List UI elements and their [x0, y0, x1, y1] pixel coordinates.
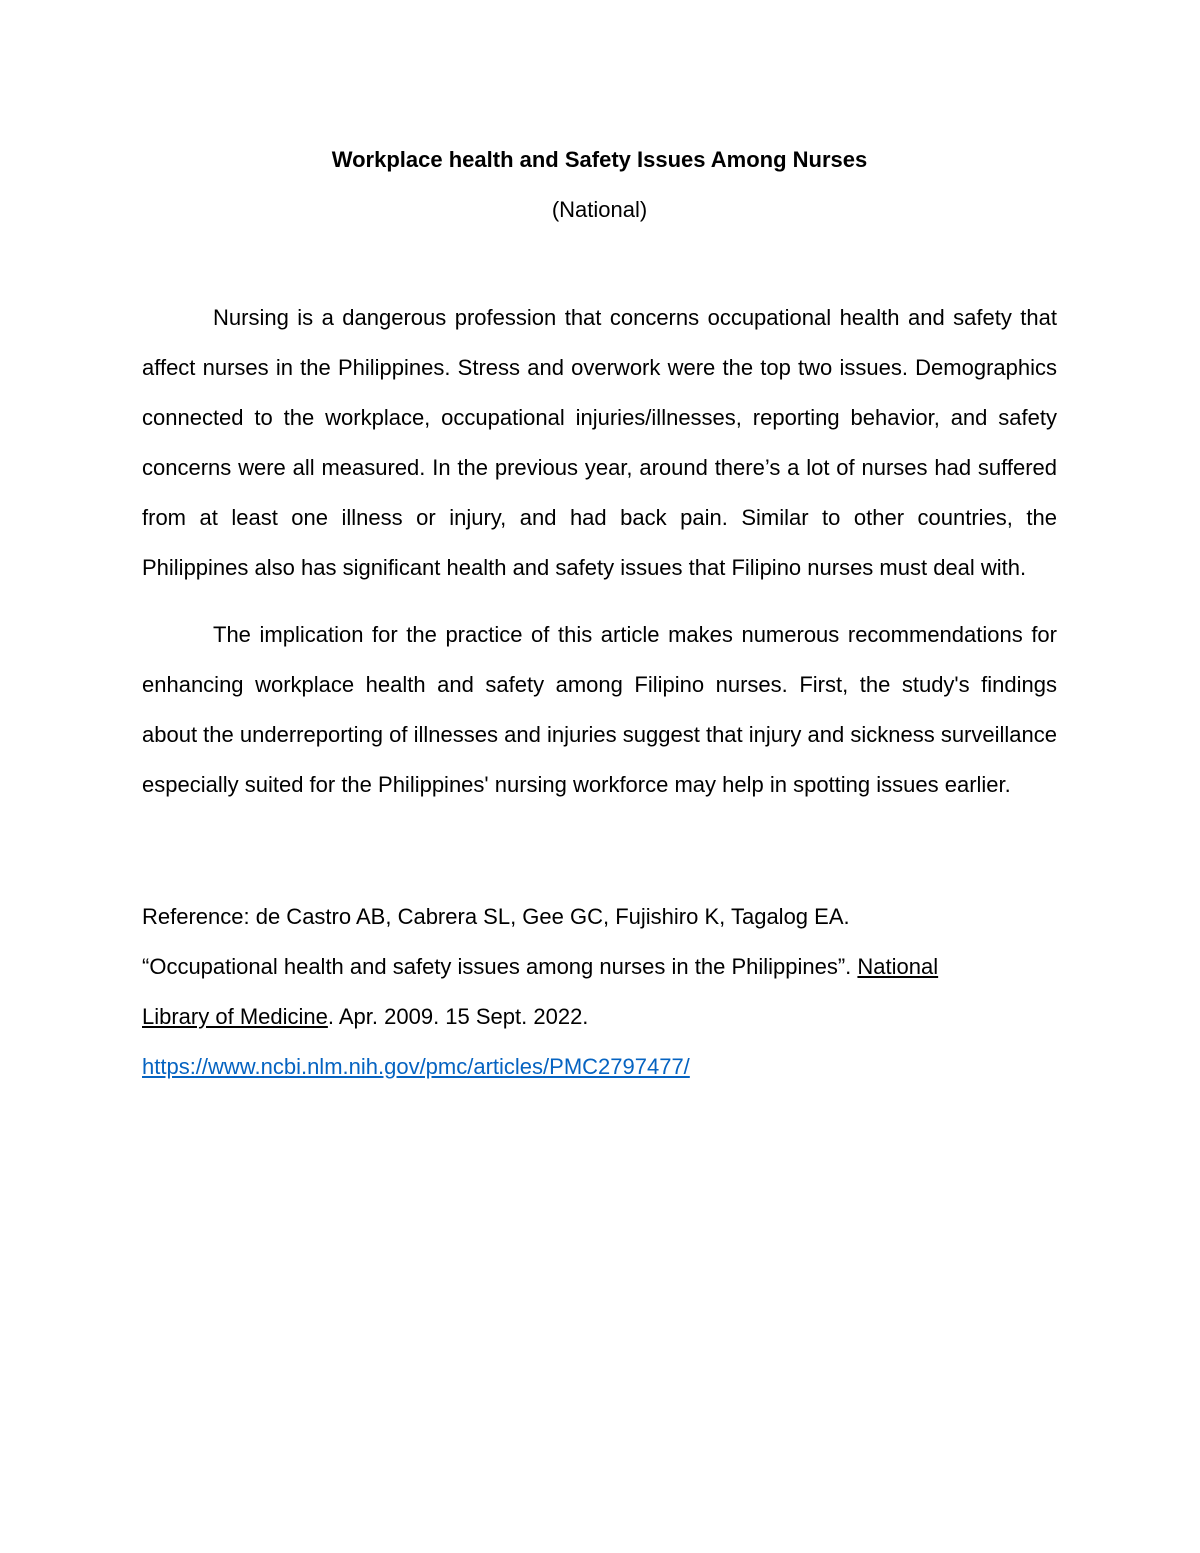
- reference-article-title: “Occupational health and safety issues among nurses in the Philippines”.: [142, 954, 858, 979]
- reference-citation-line: [142, 942, 1057, 992]
- document-title: Workplace health and Safety Issues Among Nurses: [331, 147, 868, 172]
- reference-url-line: [142, 1042, 1057, 1092]
- reference-authors: Reference: de Castro AB, Cabrera SL, Gee GC, Fujishiro K, Tagalog EA.: [142, 904, 850, 929]
- paragraph-2: The implication for the practice of this article makes numerous recommendations for enhancing workplace health and safety among Filipino nurses. First, the study's findings about the underreporting of illnesses and injuries suggest that injury and sickness surveillance especially suited for the Philippines' nursing workforce may help in spotting issues earlier.: [142, 622, 1057, 797]
- reference-journal-part1: National: [857, 954, 939, 979]
- document-body: [142, 143, 1057, 1092]
- document-subtitle: (National): [551, 197, 648, 222]
- paragraph-1: Nursing is a dangerous profession that concerns occupational health and safety that affect nurses in the Philippines. Stress and overwork were the top two issues. Demographics connected to the workplace, occupational injuries/illnesses, reporting behavior, and safety concerns were all measured. In the previous year, around there’s a lot of nurses had suffered from at least one illness or injury, and had back pain. Similar to other countries, the Philippines also has significant health and safety issues that Filipino nurses must deal with.: [142, 305, 1057, 580]
- reference-block: [142, 892, 1057, 1092]
- reference-journal-line: [142, 992, 1057, 1042]
- reference-dates: . Apr. 2009. 15 Sept. 2022.: [327, 1004, 589, 1029]
- reference-url-link[interactable]: https://www.ncbi.nlm.nih.gov/pmc/articles/PMC2797477/: [142, 1054, 690, 1079]
- reference-journal-part2: Library of Medicine: [142, 1004, 328, 1029]
